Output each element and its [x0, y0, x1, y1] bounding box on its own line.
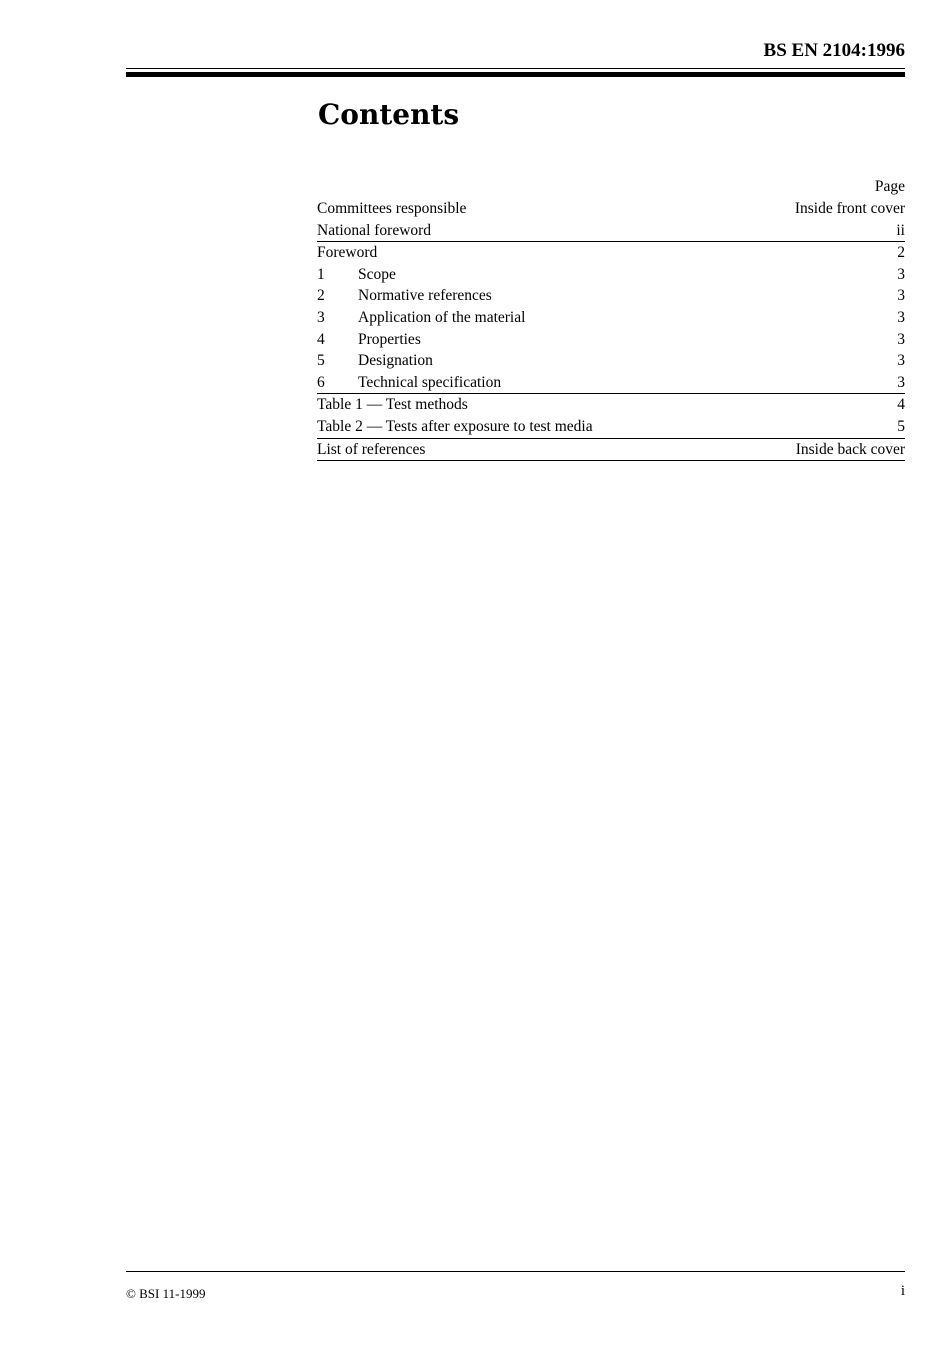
toc-entry[interactable]: [317, 198, 905, 220]
header-rule-thick: [126, 72, 905, 77]
toc-entry-page: 3: [897, 287, 905, 305]
toc-entry-number: 2: [317, 287, 325, 305]
standard-number: BS EN 2104:1996: [763, 40, 905, 61]
toc-entry[interactable]: [317, 439, 905, 462]
toc-entry[interactable]: [317, 220, 905, 243]
toc-entry[interactable]: [317, 350, 905, 372]
toc-entry[interactable]: [317, 307, 905, 329]
toc-entry[interactable]: [317, 394, 905, 416]
toc-entry-label: Committees responsible: [317, 200, 467, 217]
toc-entry-label: List of references: [317, 440, 426, 458]
toc-entry[interactable]: [317, 285, 905, 307]
toc-entry-page: ii: [896, 221, 905, 239]
header-rule-thin: [126, 68, 905, 69]
toc-entry-page: Inside back cover: [795, 440, 905, 458]
footer-page-number: i: [900, 1283, 905, 1299]
toc-entry-page: 3: [897, 373, 905, 391]
toc-entry-label: Table 2 — Tests after exposure to test media: [317, 417, 593, 435]
toc-entry-label: Application of the material: [358, 308, 526, 326]
footer-copyright: © BSI 11-1999: [126, 1286, 206, 1301]
page-title: Contents: [318, 98, 460, 131]
toc-entry-page: 5: [897, 417, 905, 435]
table-of-contents: [317, 176, 905, 461]
toc-entry-label: Designation: [358, 352, 433, 370]
toc-entry-page: 3: [897, 352, 905, 370]
toc-entries: [317, 198, 905, 461]
toc-entry-page: 3: [897, 330, 905, 348]
toc-entry-label: Technical specification: [358, 373, 502, 391]
toc-entry-number: 3: [317, 308, 325, 326]
toc-entry-label: Normative references: [358, 287, 492, 305]
toc-entry-number: 4: [317, 330, 325, 348]
toc-entry-page: 3: [897, 308, 905, 326]
toc-entry-label: Properties: [358, 330, 421, 348]
toc-entry[interactable]: [317, 416, 905, 439]
toc-entry-page: 4: [897, 396, 905, 414]
toc-entry-page: 3: [897, 265, 905, 283]
toc-entry-page: 2: [897, 244, 905, 262]
toc-entry-label: Scope: [358, 265, 396, 283]
toc-entry-number: 5: [317, 352, 325, 370]
toc-entry[interactable]: [317, 329, 905, 351]
footer-rule: [126, 1271, 905, 1272]
toc-entry-page: Inside front cover: [794, 200, 905, 217]
toc-entry[interactable]: [317, 242, 905, 264]
toc-entry-number: 1: [317, 265, 325, 283]
toc-entry[interactable]: [317, 372, 905, 395]
toc-entry-label: Foreword: [317, 244, 378, 262]
toc-entry-number: 6: [317, 373, 325, 391]
page-column-label: Page: [874, 178, 905, 195]
toc-entry-label: Table 1 — Test methods: [317, 396, 468, 414]
toc-entry-label: National foreword: [317, 221, 432, 239]
toc-entry[interactable]: [317, 264, 905, 286]
